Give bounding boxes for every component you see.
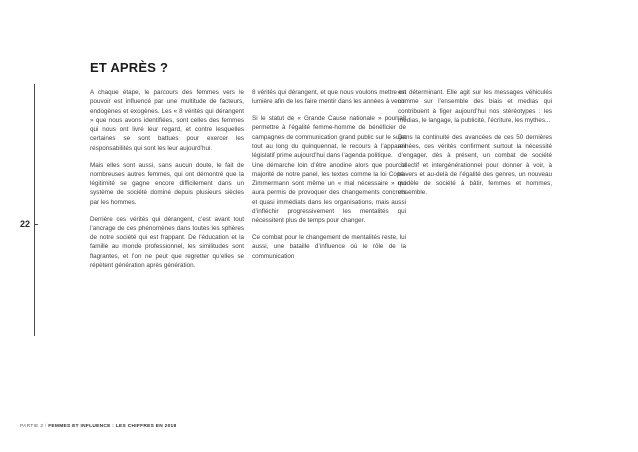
page-number-tick [34, 224, 38, 225]
paragraph: 8 vérités qui dérangent, et que nous voulons mettre en lumière afin de les faire mentir dans les années à venir. [252, 89, 407, 106]
text-column-1 [90, 88, 244, 278]
footer-section: FEMMES ET INFLUENCE : LES CHIFFRES EN 2018 [48, 424, 177, 429]
running-footer [20, 424, 176, 429]
text-column-3 [398, 88, 552, 205]
paragraph: A chaque étape, le parcours des femmes vers le pouvoir est influencé par une multitude de facteurs, endogènes et exogènes. Les « 8 vérités qui dérangent » que nous avons identifiées, sont celles des femmes qui nous ont livré leur regard, et contre lesquelles certaines se sont battues pour exercer les responsabilités qui sont les leur aujourd’hui. [90, 89, 244, 152]
paragraph: Dans la continuité des avancées de ces 50 dernières années, ces vérités confirment surtout la nécessité d’engager, dès à présent, un combat de société collectif et intergénérationnel pour donner à voir, à travers et au-delà de l’égalité des genres, un nouveau modèle de société à bâtir, femmes et hommes, ensemble. [398, 133, 552, 197]
footer-separator: / [43, 424, 49, 429]
paragraph: Si le statut de « Grande Cause nationale » pourrait permettre à l’égalité femme-homme de bénéficier de campagnes de communication grand public sur le sujet tout au long du quinquennat, le recours à l’appareil législatif prime aujourd’hui dans l’agenda politique. Une démarche loin d’être anodine alors que pour la majorité de notre panel, les textes comme la loi Copé-Zimmermann sont même un « mal nécessaire » qui aura permis de provoquer des changements concrets et quasi immédiats dans les organisations, mais aussi d’infléchir progressivement les mentalités qui nécessitent plus de temps pour changer. [252, 115, 406, 225]
paragraph: Mais elles sont aussi, sans aucun doute, le fait de nombreuses autres femmes, qui ont démontré que la légitimité se gagne encore difficilement dans un système de société dominé depuis plusieurs siècles par les hommes. [90, 161, 244, 206]
footer-part: PARTIE 2 [20, 424, 44, 429]
margin-rule [34, 84, 35, 336]
page-number: 22 [20, 219, 31, 229]
text-column-2 [252, 88, 406, 269]
paragraph: Derrière ces vérités qui dérangent, c’est avant tout l’ancrage de ces phénomènes dans toutes les sphères de notre société qui est frappant. De l’éducation et la famille au monde professionnel, les similitudes sont flagrantes, et l’on ne peut que regretter qu’elles se répètent génération après génération. [90, 215, 244, 270]
page-title: ET APRÈS ? [90, 60, 169, 75]
paragraph: Ce combat pour le changement de mentalités reste, lui aussi, une bataille d’influence où le rôle de la communication [252, 234, 406, 260]
paragraph: est déterminant. Elle agit sur les messages véhiculés comme sur l’ensemble des biais et medias qui contribuent à figer aujourd’hui nos stéréotypes : les médias, le langage, la publicité, l’écriture, les mythes... [398, 89, 552, 124]
